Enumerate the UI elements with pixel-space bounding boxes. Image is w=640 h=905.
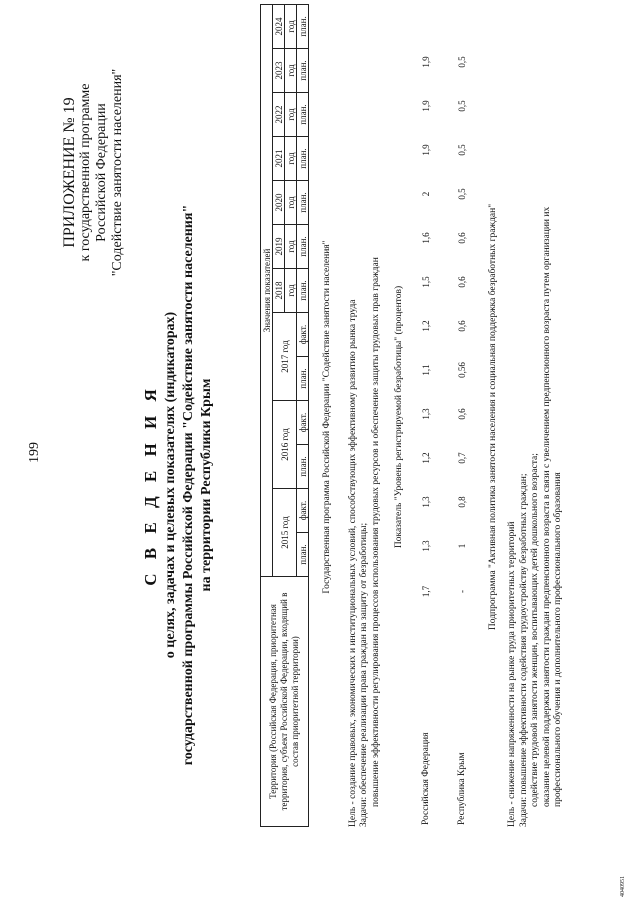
year-header-number: 2018 [273,269,285,313]
year-header-number: 2023 [273,49,285,93]
title-line: о целях, задачах и целевых показателях (индикаторах) [163,311,178,659]
title-line: на территории Республики Крым [199,378,214,592]
table-row [456,7,470,827]
tasks-2-cont: содействие трудовой занятости женщин, воспитывающих детей дошкольного возраста; [530,453,540,807]
table-cell: 0,5 [456,144,467,156]
fact-subheader: факт. [297,313,309,357]
row-territory-name: Республика Крым [456,752,467,825]
table-cell: 0,8 [456,496,467,508]
table-cell: 0,6 [456,232,467,244]
subprogram-title: Подпрограмма "Активная политика занятости населения и социальная поддержка безработных граждан" [487,203,498,631]
goal-1: Цель - создание правовых, экономических и институциональных условий, способствующих эффективному развитию рынка труда [347,299,358,827]
title-heading: С В Е Д Е Н И Я [141,384,160,586]
year-header-number: 2020 [273,181,285,225]
plan-subheader: план. [297,93,309,137]
tasks-1: Задачи: обеспечение реализации права граждан на защиту от безработицы; [359,522,369,827]
territory-header: Территория (Российская Федерация, приоритетная территория, субъект Российской Федерации, входящий в состав приоритетной территории) [261,577,309,827]
plan-subheader: план. [297,269,309,313]
year-header: 2016 год [273,401,297,489]
plan-subheader: план. [297,49,309,93]
table-cell: - [456,590,467,593]
year-header-unit: год [285,225,297,269]
table-cell: 1,9 [420,100,431,112]
table-cell: 0,5 [456,56,467,68]
year-header-number: 2022 [273,93,285,137]
appendix-title: ПРИЛОЖЕНИЕ № 19 [61,97,78,248]
plan-subheader: план. [297,137,309,181]
appendix-line: к государственной программе [78,83,93,262]
table-cell: 0,6 [456,408,467,420]
page-number: 199 [27,442,42,463]
values-header: Значения показателей [261,4,273,576]
table-cell: 1,2 [420,452,431,464]
table-cell: 1,9 [420,144,431,156]
table-cell: 1,1 [420,364,431,376]
plan-subheader: план. [297,445,309,489]
table-row [420,7,434,827]
goal-2: Цель - снижение напряженности на рынке труда приоритетных территорий [507,521,517,827]
table-cell: 0,6 [456,276,467,288]
program-title: Государственная программа Российской Федерации "Содействие занятости населения" [322,240,332,594]
table-cell: 1,3 [420,496,431,508]
table-cell: 1,6 [420,232,431,244]
row-values [421,40,433,615]
table-cell: 0,5 [456,100,467,112]
plan-subheader: план. [297,4,309,48]
body-flow [322,7,565,827]
row-values [457,40,469,615]
table-cell: 0,56 [456,362,467,378]
year-header-number: 2019 [273,225,285,269]
tasks-2-cont: профессионального обучения и дополнительного профессионального образования [553,472,563,807]
year-header-unit: год [285,269,297,313]
plan-subheader: план. [297,225,309,269]
table-cell: 1,5 [420,276,431,288]
appendix-line: Российской Федерации [94,103,109,242]
title-line: государственной программы Российской Федерации "Содействие занятости населения" [181,204,196,766]
fact-subheader: факт. [297,401,309,445]
plan-subheader: план. [297,533,309,577]
plan-subheader: план. [297,181,309,225]
table-cell: 0,5 [456,188,467,200]
table-cell: 1,2 [420,320,431,332]
year-header-number: 2024 [273,4,285,48]
tasks-1-cont: повышение эффективности регулирования процессов использования трудовых ресурсов и обеспечение защиты трудовых прав граждан [370,257,381,807]
year-header: 2015 год [273,489,297,577]
indicators-table [260,4,309,827]
table-cell: 1,3 [420,540,431,552]
fact-subheader: факт. [297,489,309,533]
year-header-unit: год [285,4,297,48]
table-cell: 2 [420,191,431,197]
document-title [140,125,216,845]
tasks-2-cont: оказание целевой поддержки занятости граждан предпенсионного возраста в связи с увеличением предпенсионного возраста путем организации их [541,206,552,807]
table-cell: 1 [456,543,467,549]
table-cell: 1,7 [420,585,431,598]
table-cell: 1,9 [420,56,431,68]
plan-subheader: план. [297,357,309,401]
document-code: 4040951 [620,876,626,897]
tasks-2: Задачи: повышение эффективности содействия трудоустройству безработных граждан; [518,473,529,827]
year-header-unit: год [285,137,297,181]
table-cell: 1,3 [420,408,431,420]
appendix-line: "Содействие занятости населения" [110,68,125,277]
table-cell: 0,6 [456,320,467,332]
year-header-unit: год [285,49,297,93]
table-cell: 0,7 [456,452,467,464]
row-territory-name: Российская Федерация [420,732,431,825]
year-header-unit: год [285,181,297,225]
year-header-number: 2021 [273,137,285,181]
year-header: 2017 год [273,313,297,401]
appendix-block [62,0,126,345]
indicator-title: Показатель "Уровень регистрируемой безработицы" (процентов) [394,285,404,549]
year-header-unit: год [285,93,297,137]
